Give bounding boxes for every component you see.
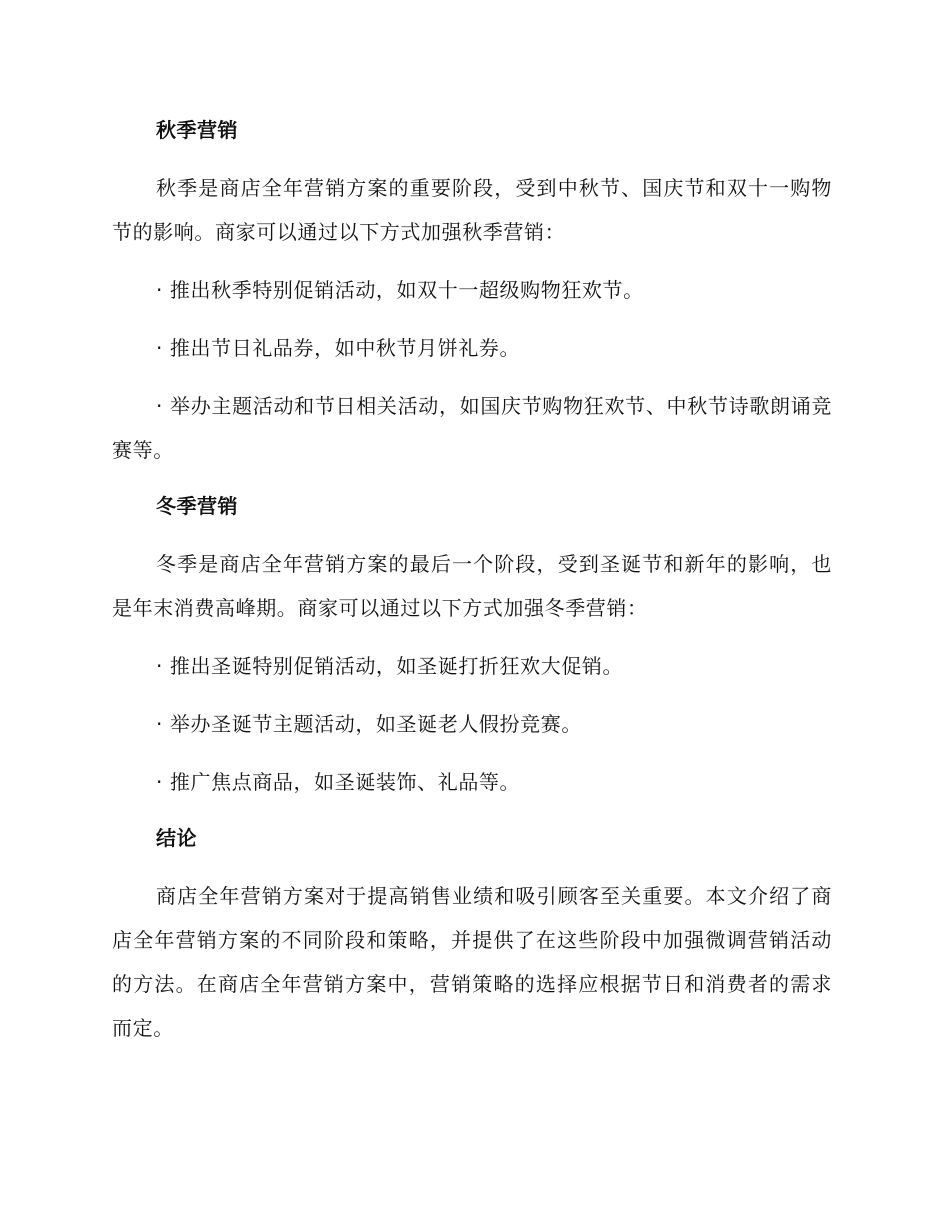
bullet-item: · 举办圣诞节主题活动，如圣诞老人假扮竞赛。 (156, 712, 582, 736)
section-heading: 秋季营销 (156, 118, 238, 142)
document-body (112, 110, 832, 1064)
section-heading: 结论 (156, 826, 197, 850)
section-paragraph: 商店全年营销方案对于提高销售业绩和吸引顾客至关重要。本文介绍了商店全年营销方案的不同阶段和策略，并提供了在这些阶段中加强微调营销活动的方法。在商店全年营销方案中，营销策略的选择应根据节日和消费者的需求而定。 (112, 884, 832, 1040)
section-autumn-marketing (112, 110, 832, 472)
bullet-item: · 推广焦点商品，如圣诞装饰、礼品等。 (156, 770, 521, 794)
bullet-item: · 推出秋季特别促销活动，如双十一超级购物狂欢节。 (156, 278, 644, 302)
bullet-item: · 推出圣诞特别促销活动，如圣诞打折狂欢大促销。 (156, 654, 624, 678)
section-paragraph: 冬季是商店全年营销方案的最后一个阶段，受到圣诞节和新年的影响，也是年末消费高峰期。商家可以通过以下方式加强冬季营销： (112, 552, 832, 620)
section-paragraph: 秋季是商店全年营销方案的重要阶段，受到中秋节、国庆节和双十一购物节的影响。商家可以通过以下方式加强秋季营销： (112, 176, 832, 244)
bullet-item: · 举办主题活动和节日相关活动，如国庆节购物狂欢节、中秋节诗歌朗诵竞赛等。 (112, 394, 832, 462)
section-heading: 冬季营销 (156, 494, 238, 518)
section-winter-marketing (112, 486, 832, 804)
section-conclusion (112, 818, 832, 1050)
bullet-item: · 推出节日礼品券，如中秋节月饼礼券。 (156, 336, 521, 360)
